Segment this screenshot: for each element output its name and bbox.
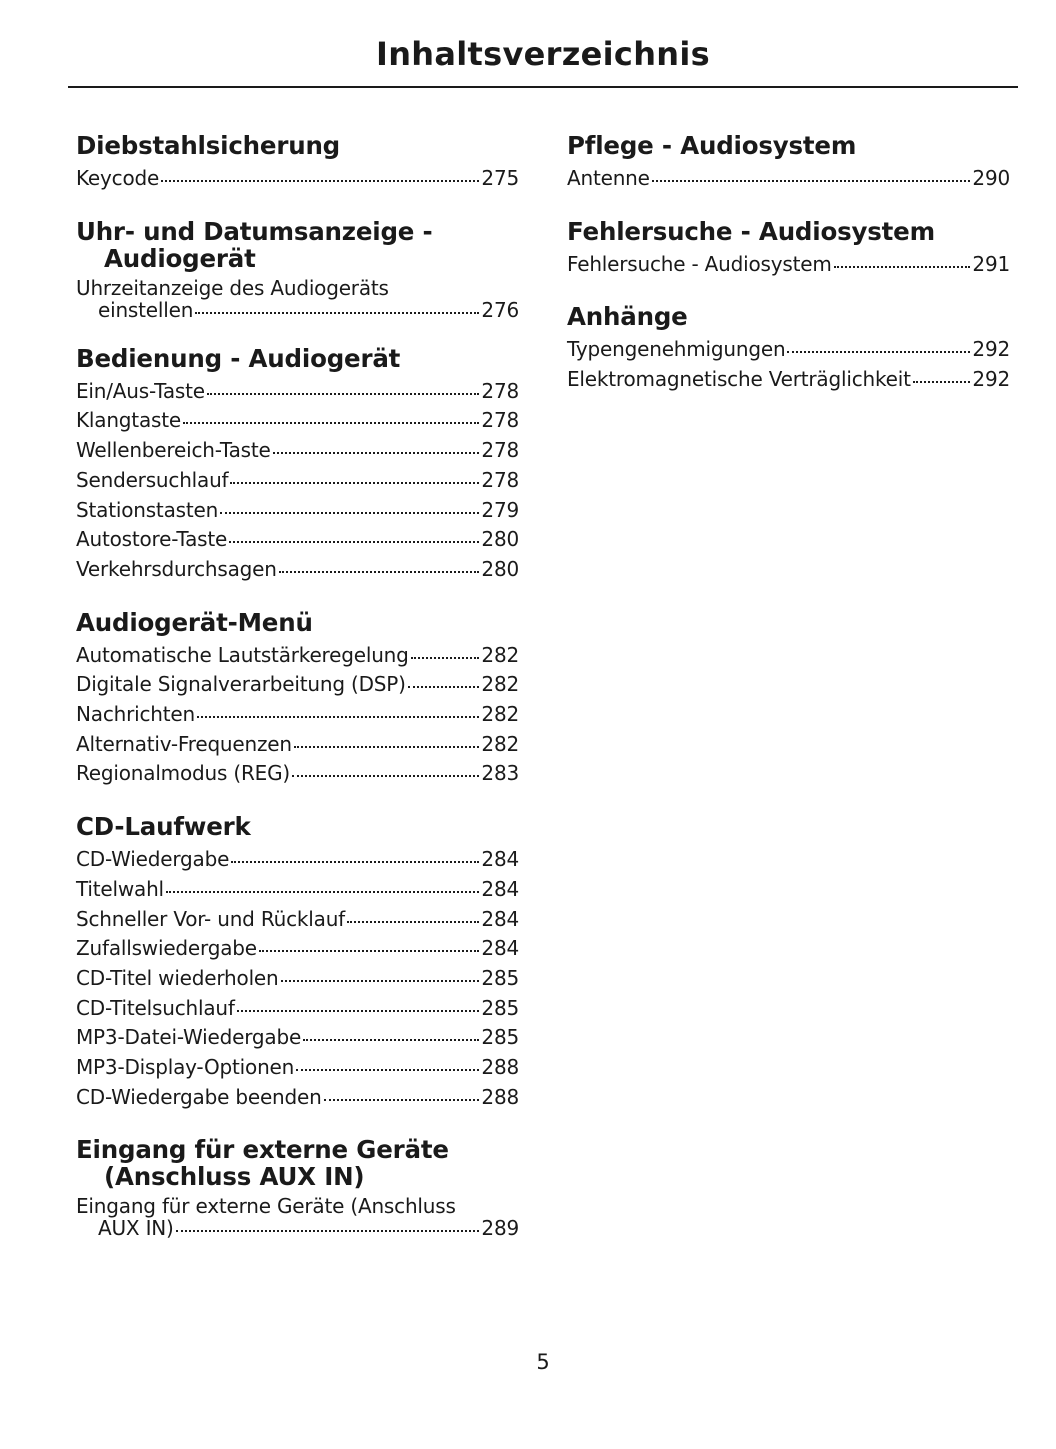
entry-page: 290: [972, 166, 1010, 190]
entry-title-line1: Uhrzeitanzeige des Audiogeräts: [76, 275, 389, 300]
section-title: Eingang für externe Geräte (Anschluss AUX IN): [76, 1135, 449, 1192]
entry-page: 275: [481, 166, 519, 190]
entry-page: 285: [481, 1025, 519, 1050]
dot-leader: [273, 452, 480, 454]
entry-title: Wellenbereich-Taste: [76, 438, 271, 463]
entry-page: 289: [481, 1216, 519, 1241]
entry-title: Fehlersuche - Audiosystem: [567, 251, 832, 276]
entry-title: Zufallswiedergabe: [76, 936, 257, 961]
entry-page: 282: [481, 731, 519, 756]
toc-entry[interactable]: [76, 525, 519, 555]
toc-section: [76, 345, 519, 585]
entry-page: 278: [481, 467, 519, 492]
section-title: Fehlersuche - Audiosystem: [567, 216, 935, 246]
entry-title-line1: Eingang für externe Geräte (Anschluss: [76, 1194, 456, 1219]
toc-entry[interactable]: [76, 466, 519, 496]
toc-right-column: [567, 132, 1010, 419]
entry-title: MP3-Datei-Wiedergabe: [76, 1025, 302, 1050]
dot-leader: [787, 351, 970, 353]
entry-page: 282: [481, 672, 519, 697]
dot-leader: [259, 950, 480, 952]
toc-entry[interactable]: [76, 875, 519, 905]
entry-title: Autostore-Taste: [76, 527, 228, 552]
toc-entry[interactable]: [76, 1195, 519, 1239]
section-title: Diebstahlsicherung: [76, 131, 341, 160]
toc-entry[interactable]: [76, 905, 519, 935]
toc-section: [76, 609, 519, 790]
dot-leader: [176, 1230, 480, 1232]
entry-page: 285: [481, 965, 519, 990]
title-divider: [68, 86, 1018, 88]
entry-title: CD-Wiedergabe: [76, 847, 230, 872]
entry-title: CD-Titelsuchlauf: [76, 995, 235, 1020]
toc-entry[interactable]: [76, 164, 519, 194]
toc-entry[interactable]: [76, 436, 519, 466]
entry-title: Stationstasten: [76, 497, 219, 522]
entry-page: 284: [481, 876, 519, 901]
toc-section: [567, 218, 1010, 280]
toc-left-column: [76, 132, 519, 1263]
dot-leader: [294, 746, 480, 748]
dot-leader: [347, 921, 479, 923]
toc-entry[interactable]: [76, 1053, 519, 1083]
dot-leader: [183, 422, 479, 424]
section-title: Uhr- und Datumsanzeige - Audiogerät: [76, 216, 433, 273]
dot-leader: [913, 381, 971, 383]
dot-leader: [303, 1039, 479, 1041]
toc-entry[interactable]: [76, 730, 519, 760]
entry-page: 280: [481, 527, 519, 552]
dot-leader: [411, 657, 480, 659]
entry-page: 279: [481, 497, 519, 522]
toc-section: [567, 303, 1010, 394]
dot-leader: [834, 266, 971, 268]
dot-leader: [296, 1069, 479, 1071]
toc-entry[interactable]: [567, 164, 1010, 194]
toc-section: [567, 132, 1010, 194]
dot-leader: [231, 861, 479, 863]
dot-leader: [220, 512, 479, 514]
entry-page: 276: [481, 297, 519, 322]
entry-page: 288: [481, 1084, 519, 1109]
entry-title: Titelwahl: [76, 876, 164, 901]
entry-title: Alternativ-Frequenzen: [76, 731, 292, 756]
toc-entry[interactable]: [567, 250, 1010, 280]
entry-title: Keycode: [76, 166, 160, 190]
toc-entry[interactable]: [76, 406, 519, 436]
entry-title: CD-Wiedergabe beenden: [76, 1084, 322, 1109]
toc-entry[interactable]: [76, 641, 519, 671]
toc-entry[interactable]: [76, 700, 519, 730]
entry-page: 284: [481, 847, 519, 872]
toc-section: [76, 1136, 519, 1239]
dot-leader: [230, 482, 479, 484]
dot-leader: [279, 571, 480, 573]
entry-title: Klangtaste: [76, 408, 181, 433]
entry-title: MP3-Display-Optionen: [76, 1055, 295, 1080]
entry-title: CD-Titel wiederholen: [76, 965, 279, 990]
entry-title-line2: AUX IN): [98, 1216, 174, 1241]
entry-page: 284: [481, 906, 519, 931]
entry-title: Automatische Lautstärkeregelung: [76, 642, 409, 667]
page-title: Inhaltsverzeichnis: [376, 35, 710, 73]
entry-title: Elektromagnetische Verträglichkeit: [567, 367, 911, 392]
section-title: Bedienung - Audiogerät: [76, 343, 401, 373]
dot-leader: [324, 1099, 480, 1101]
toc-entry[interactable]: [76, 277, 519, 321]
toc-entry[interactable]: [76, 934, 519, 964]
toc-entry[interactable]: [76, 496, 519, 526]
section-title: Anhänge: [567, 302, 688, 332]
entry-page: 278: [481, 408, 519, 433]
toc-section: [76, 132, 519, 194]
entry-title: Typengenehmigungen: [567, 337, 786, 362]
entry-page: 292: [972, 337, 1010, 362]
entry-page: 291: [972, 251, 1010, 276]
toc-entry[interactable]: [567, 335, 1010, 365]
dot-leader: [408, 686, 480, 688]
toc-entry[interactable]: [567, 365, 1010, 395]
entry-page: 288: [481, 1055, 519, 1080]
entry-page: 285: [481, 995, 519, 1020]
toc-entry[interactable]: [76, 1083, 519, 1113]
entry-page: 280: [481, 556, 519, 581]
entry-page: 282: [481, 702, 519, 727]
toc-entry[interactable]: [76, 845, 519, 875]
entry-page: 278: [481, 378, 519, 403]
entry-title: Nachrichten: [76, 702, 195, 727]
section-title: CD-Laufwerk: [76, 812, 251, 842]
entry-page: 284: [481, 936, 519, 961]
dot-leader: [197, 716, 479, 718]
toc-entry[interactable]: [76, 670, 519, 700]
toc-section: [76, 218, 519, 321]
entry-title: Digitale Signalverarbeitung (DSP): [76, 672, 406, 697]
dot-leader: [652, 180, 971, 182]
dot-leader: [195, 312, 479, 314]
dot-leader: [161, 180, 479, 182]
dot-leader: [166, 891, 480, 893]
entry-title: Antenne: [567, 166, 650, 190]
toc-section: [76, 813, 519, 1112]
dot-leader: [237, 1010, 480, 1012]
dot-leader: [292, 775, 479, 777]
entry-title: Verkehrsdurchsagen: [76, 556, 277, 581]
toc-entry[interactable]: [76, 759, 519, 789]
page-number: 5: [536, 1350, 550, 1374]
toc-entry[interactable]: [76, 555, 519, 585]
dot-leader: [281, 980, 480, 982]
dot-leader: [207, 393, 480, 395]
entry-page: 278: [481, 438, 519, 463]
entry-title: Sendersuchlauf: [76, 467, 229, 492]
dot-leader: [229, 541, 479, 543]
entry-page: 282: [481, 642, 519, 667]
toc-entry[interactable]: [76, 377, 519, 407]
entry-title: Schneller Vor- und Rücklauf: [76, 906, 346, 931]
entry-page: 283: [481, 761, 519, 786]
toc-entry[interactable]: [76, 964, 519, 994]
section-title: Audiogerät-Menü: [76, 607, 313, 637]
section-title: Pflege - Audiosystem: [567, 131, 857, 160]
entry-title: Regionalmodus (REG): [76, 761, 290, 786]
toc-entry[interactable]: [76, 994, 519, 1024]
entry-title-line2: einstellen: [98, 297, 194, 322]
entry-title: Ein/Aus-Taste: [76, 378, 205, 403]
toc-entry[interactable]: [76, 1023, 519, 1053]
entry-page: 292: [972, 367, 1010, 392]
